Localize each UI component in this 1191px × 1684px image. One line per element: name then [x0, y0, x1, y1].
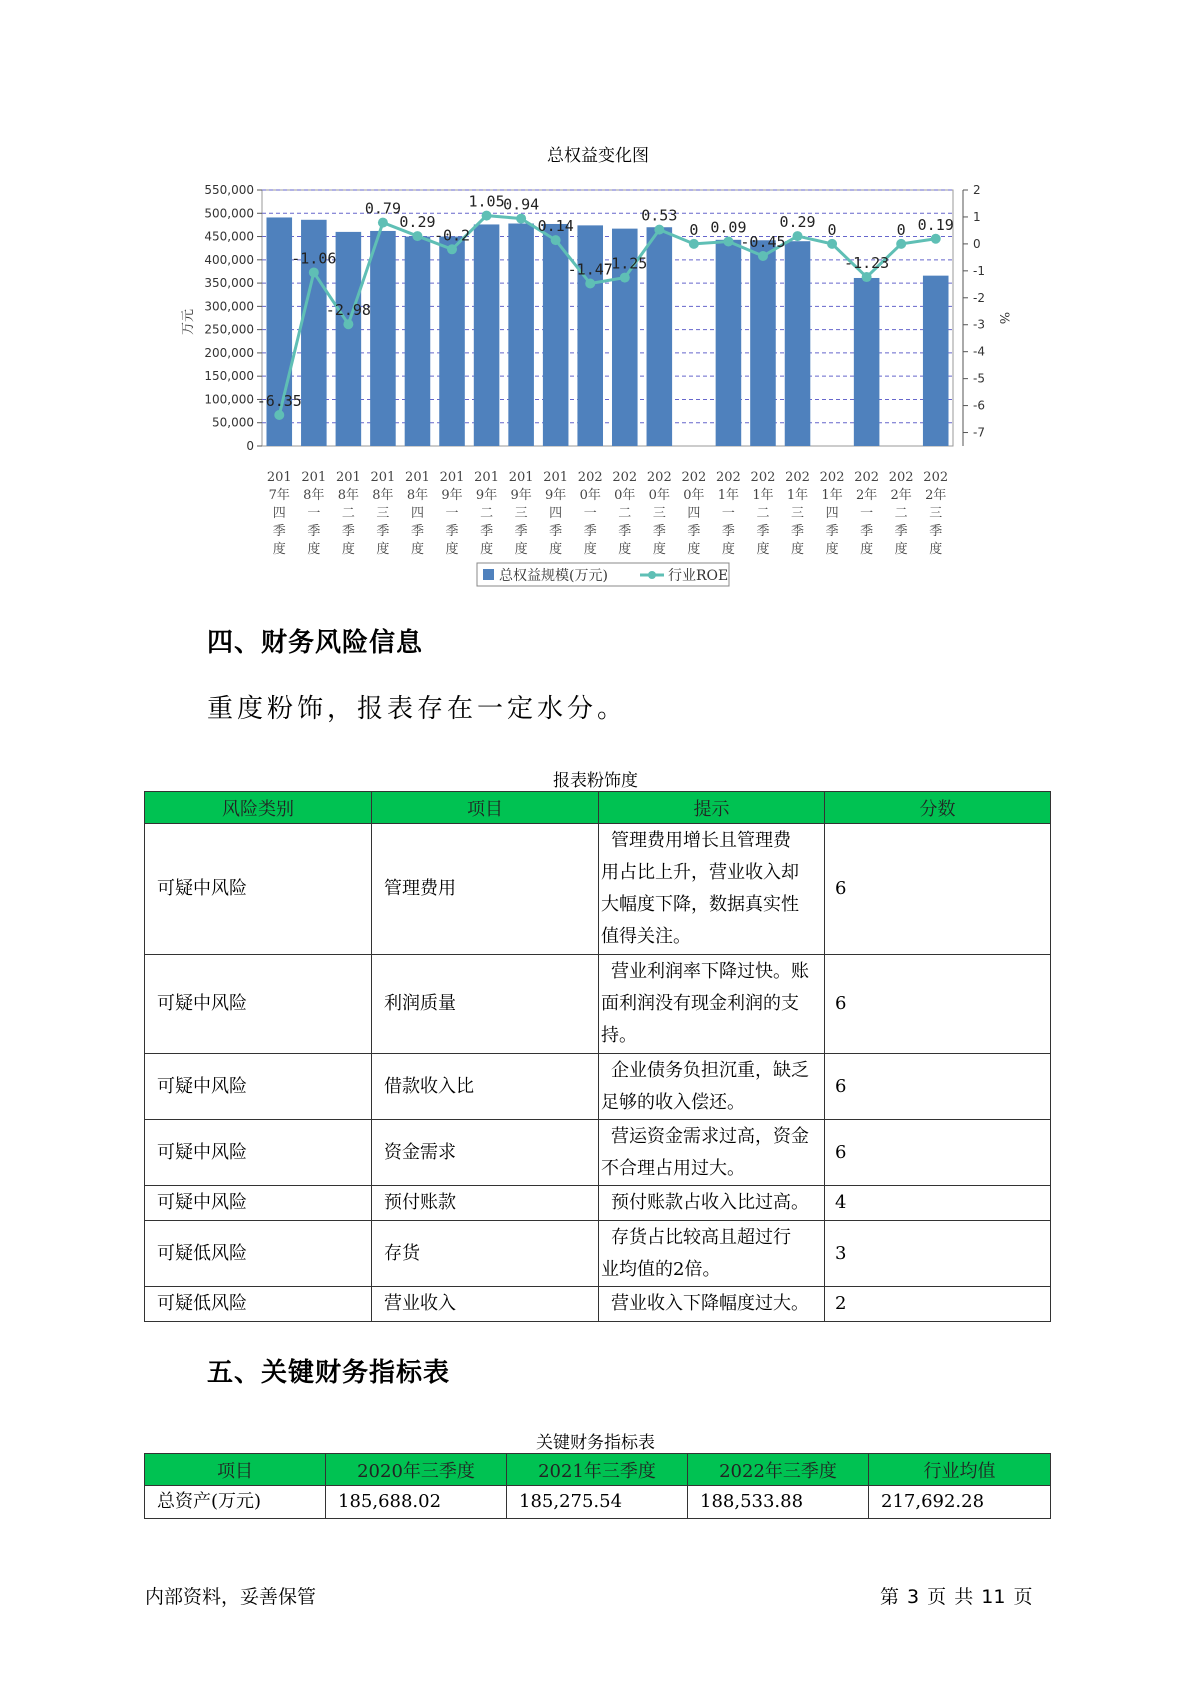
x-tick-label: 三 — [652, 506, 666, 521]
y-tick-label: 200,000 — [204, 345, 254, 360]
roe-point — [654, 225, 664, 235]
x-tick-label: 季 — [894, 524, 908, 539]
x-tick-label: 度 — [480, 542, 494, 557]
header-2020q3: 2020年三季度 — [326, 1454, 507, 1486]
x-tick-label: 201 — [439, 470, 465, 485]
bar — [716, 240, 742, 446]
x-tick-label: 季 — [307, 524, 321, 539]
x-tick-label: 201 — [474, 470, 499, 485]
bar — [474, 224, 500, 446]
x-tick-label: 202 — [750, 470, 776, 485]
table-row — [145, 1486, 1051, 1519]
x-tick-label: 季 — [652, 524, 666, 539]
x-tick-label: 度 — [860, 542, 874, 557]
cell-risk-category: 可疑中风险 — [145, 824, 372, 955]
roe-data-label: -0.2 — [433, 226, 471, 245]
cell-tip — [599, 1186, 825, 1221]
cell-industry-avg: 217,692.28 — [869, 1486, 1051, 1519]
x-tick-label: 度 — [549, 542, 563, 557]
roe-data-label: 1.05 — [468, 192, 505, 211]
y-tick-label: 50,000 — [212, 415, 254, 430]
table-row — [145, 1186, 1051, 1221]
footer-page-number: 第 3 页 共 11 页 — [880, 1586, 1033, 1608]
header-risk-category: 风险类别 — [145, 792, 372, 824]
risk-table-caption: 报表粉饰度 — [553, 771, 638, 791]
cell-tip — [599, 1054, 825, 1120]
x-tick-label: 三 — [514, 506, 528, 521]
roe-data-label: 0.29 — [399, 213, 436, 232]
y2-tick-label: 0 — [973, 236, 981, 251]
roe-data-label: -0.45 — [740, 233, 786, 252]
bar — [577, 225, 603, 446]
tip-line: 管理费用增长且管理费 — [611, 830, 791, 851]
cell-item: 管理费用 — [372, 824, 599, 955]
y2-tick-label: 2 — [973, 183, 981, 197]
y-tick-label: 100,000 — [204, 392, 254, 407]
header-industry-avg: 行业均值 — [869, 1454, 1051, 1486]
x-tick-label: 202 — [577, 470, 603, 485]
cell-risk-category: 可疑低风险 — [145, 1221, 372, 1287]
x-tick-label: 度 — [894, 542, 908, 557]
bar — [370, 231, 396, 446]
roe-data-label: 0.79 — [364, 199, 401, 218]
roe-point — [343, 319, 353, 329]
x-tick-label: 1年 — [786, 488, 809, 503]
cell-tip — [599, 1287, 825, 1322]
header-2022q3: 2022年三季度 — [688, 1454, 869, 1486]
roe-point — [447, 244, 457, 254]
x-tick-label: 四 — [410, 506, 424, 521]
table-row — [145, 955, 1051, 1054]
chart-title: 总权益变化图 — [547, 146, 649, 166]
x-tick-label: 202 — [785, 470, 810, 485]
header-item: 项目 — [372, 792, 599, 824]
y-tick-label: 450,000 — [204, 229, 254, 244]
roe-point — [723, 236, 733, 246]
header-tip: 提示 — [599, 792, 825, 824]
roe-data-label: -1.06 — [291, 249, 337, 268]
bar — [854, 278, 880, 446]
x-tick-label: 度 — [791, 542, 805, 557]
x-tick-label: 度 — [756, 542, 770, 557]
risk-table-header — [145, 792, 1051, 824]
y2-axis-label: % — [996, 311, 1011, 325]
y2-tick-label: -2 — [973, 290, 985, 305]
indicator-table-caption: 关键财务指标表 — [536, 1433, 655, 1453]
x-tick-label: 度 — [445, 542, 459, 557]
x-tick-label: 一 — [307, 506, 321, 521]
cell-item: 存货 — [372, 1221, 599, 1287]
x-tick-label: 季 — [929, 524, 943, 539]
x-tick-label: 1年 — [821, 488, 843, 503]
x-tick-label: 8年 — [406, 488, 429, 503]
x-tick-label: 季 — [618, 524, 632, 539]
x-tick-label: 9年 — [475, 488, 498, 503]
x-tick-label: 度 — [514, 542, 528, 557]
tip-line: 营业收入下降幅度过大。 — [611, 1293, 809, 1314]
x-tick-label: 2年 — [855, 488, 878, 503]
x-tick-label: 202 — [716, 470, 741, 485]
section4-title: 四、财务风险信息 — [207, 628, 424, 658]
roe-data-label: 0.29 — [779, 213, 816, 232]
tip-line: 营业利润率下降过快。账 — [611, 961, 809, 982]
legend-bar-swatch — [483, 569, 494, 580]
x-tick-label: 季 — [480, 524, 494, 539]
bar — [750, 240, 776, 446]
header-score: 分数 — [825, 792, 1051, 824]
cell-score: 6 — [825, 1054, 1051, 1120]
x-tick-label: 7年 — [268, 488, 290, 503]
footer-confidential-note: 内部资料，妥善保管 — [145, 1586, 317, 1608]
cell-item: 营业收入 — [372, 1287, 599, 1322]
x-tick-label: 201 — [266, 470, 292, 485]
x-tick-label: 一 — [445, 506, 459, 521]
y-tick-label: 500,000 — [204, 206, 254, 221]
roe-data-label: 0 — [689, 220, 699, 239]
cell-score: 6 — [825, 824, 1051, 955]
roe-point — [931, 234, 941, 244]
x-tick-label: 一 — [860, 506, 874, 521]
table-row — [145, 1054, 1051, 1120]
x-tick-label: 201 — [335, 470, 361, 485]
roe-point — [758, 251, 768, 261]
x-tick-label: 季 — [341, 524, 355, 539]
x-tick-label: 度 — [721, 542, 735, 557]
roe-point — [482, 211, 492, 221]
header-2021q3: 2021年三季度 — [507, 1454, 688, 1486]
x-tick-label: 季 — [687, 524, 701, 539]
x-tick-label: 度 — [929, 542, 943, 557]
y-tick-label: 300,000 — [204, 299, 254, 314]
roe-point — [896, 239, 906, 249]
x-tick-label: 度 — [307, 542, 321, 557]
roe-data-label: 0.53 — [641, 206, 678, 225]
x-tick-label: 度 — [410, 542, 424, 557]
bar — [336, 232, 362, 446]
tip-line: 企业债务负担沉重，缺乏 — [611, 1059, 809, 1081]
x-tick-label: 四 — [272, 506, 286, 521]
y2-tick-label: -7 — [973, 425, 985, 440]
x-tick-label: 202 — [888, 470, 914, 485]
roe-point — [412, 231, 422, 241]
cell-risk-category: 可疑中风险 — [145, 1186, 372, 1221]
x-tick-label: 度 — [652, 542, 666, 557]
tip-line: 预付账款占收入比过高。 — [611, 1192, 809, 1213]
x-tick-label: 度 — [341, 542, 355, 557]
roe-data-label: 0 — [896, 220, 906, 239]
x-tick-label: 季 — [549, 524, 563, 539]
y2-tick-label: -4 — [973, 344, 985, 359]
x-tick-label: 201 — [301, 470, 327, 485]
cell-item: 利润质量 — [372, 955, 599, 1054]
roe-data-label: -1.25 — [602, 254, 648, 273]
x-tick-label: 四 — [687, 506, 701, 521]
y2-tick-label: -1 — [973, 263, 985, 278]
x-tick-label: 201 — [543, 470, 569, 485]
x-tick-label: 8年 — [372, 488, 394, 503]
x-tick-label: 2年 — [890, 488, 912, 503]
tip-line: 业均值的2倍。 — [601, 1258, 721, 1280]
x-tick-label: 8年 — [337, 488, 360, 503]
bar — [439, 237, 465, 446]
x-tick-label: 0年 — [614, 488, 636, 503]
x-tick-label: 9年 — [545, 488, 567, 503]
section4-text: 重度粉饰，报表存在一定水分。 — [207, 694, 628, 724]
x-tick-label: 二 — [894, 506, 908, 521]
roe-point — [516, 214, 526, 224]
x-tick-label: 9年 — [510, 488, 532, 503]
y-tick-label: 400,000 — [204, 252, 254, 267]
x-tick-label: 度 — [825, 542, 839, 557]
cell-score: 4 — [825, 1186, 1051, 1221]
roe-point — [620, 273, 630, 283]
x-tick-label: 季 — [756, 524, 770, 539]
cell-tip — [599, 1120, 825, 1186]
x-tick-label: 一 — [721, 506, 735, 521]
roe-point — [793, 231, 803, 241]
x-tick-label: 三 — [791, 506, 805, 521]
x-tick-label: 季 — [721, 524, 735, 539]
x-tick-label: 0年 — [683, 488, 705, 503]
x-tick-label: 201 — [370, 470, 396, 485]
roe-point — [309, 267, 319, 277]
x-tick-label: 季 — [825, 524, 839, 539]
x-tick-label: 202 — [646, 470, 672, 485]
risk-table — [144, 791, 1051, 1322]
roe-data-label: 0.94 — [503, 195, 540, 214]
tip-line: 不合理占用过大。 — [601, 1157, 745, 1179]
roe-point — [378, 218, 388, 228]
x-tick-label: 四 — [549, 506, 563, 521]
x-tick-label: 四 — [825, 506, 839, 521]
roe-data-label: -1.47 — [567, 260, 613, 279]
tip-line: 持。 — [601, 1025, 637, 1046]
cell-item: 资金需求 — [372, 1120, 599, 1186]
roe-data-label: 0.19 — [917, 215, 954, 234]
x-tick-label: 202 — [612, 470, 638, 485]
x-tick-label: 季 — [860, 524, 874, 539]
legend-line-label: 行业ROE — [668, 568, 729, 584]
cell-score: 6 — [825, 955, 1051, 1054]
y2-tick-label: -3 — [973, 317, 985, 332]
cell-risk-category: 可疑低风险 — [145, 1287, 372, 1322]
table-row — [145, 1221, 1051, 1287]
y-tick-label: 550,000 — [204, 183, 254, 197]
x-tick-label: 8年 — [303, 488, 325, 503]
legend-bar-label: 总权益规模(万元) — [499, 568, 608, 584]
x-tick-label: 202 — [854, 470, 880, 485]
table-row — [145, 1287, 1051, 1322]
roe-data-label: 0.09 — [710, 218, 747, 237]
indicator-table — [144, 1453, 1051, 1519]
x-tick-label: 三 — [376, 506, 390, 521]
y-tick-label: 150,000 — [204, 369, 254, 384]
x-tick-label: 季 — [410, 524, 424, 539]
x-tick-label: 201 — [405, 470, 430, 485]
cell-item: 预付账款 — [372, 1186, 599, 1221]
x-tick-label: 季 — [791, 524, 805, 539]
x-tick-label: 9年 — [441, 488, 463, 503]
cell-score: 3 — [825, 1221, 1051, 1287]
x-tick-label: 度 — [618, 542, 632, 557]
x-tick-label: 季 — [514, 524, 528, 539]
tip-line: 大幅度下降，数据真实性 — [601, 894, 799, 915]
y-tick-label: 250,000 — [204, 322, 254, 337]
cell-item: 总资产(万元) — [145, 1486, 326, 1519]
x-tick-label: 0年 — [648, 488, 670, 503]
x-tick-label: 三 — [929, 506, 943, 521]
roe-data-label: 0 — [827, 220, 837, 239]
tip-line: 营运资金需求过高，资金 — [611, 1125, 809, 1147]
x-tick-label: 度 — [687, 542, 701, 557]
x-tick-label: 季 — [583, 524, 597, 539]
x-tick-label: 202 — [681, 470, 707, 485]
roe-data-label: 0.14 — [537, 217, 574, 236]
roe-point — [585, 279, 595, 289]
tip-line: 值得关注。 — [601, 926, 691, 947]
x-tick-label: 202 — [923, 470, 949, 485]
bar — [543, 224, 569, 446]
table-row — [145, 824, 1051, 955]
cell-item: 借款收入比 — [372, 1054, 599, 1120]
x-tick-label: 1年 — [717, 488, 740, 503]
bar — [923, 276, 949, 446]
roe-point — [551, 235, 561, 245]
x-tick-label: 度 — [583, 542, 597, 557]
header-item: 项目 — [145, 1454, 326, 1486]
x-tick-label: 二 — [341, 506, 355, 521]
x-tick-label: 季 — [272, 524, 286, 539]
roe-data-label: -6.35 — [256, 392, 302, 411]
x-tick-label: 二 — [480, 506, 494, 521]
roe-point — [274, 410, 284, 420]
y2-tick-label: -6 — [973, 398, 985, 413]
x-tick-label: 季 — [376, 524, 390, 539]
x-tick-label: 1年 — [752, 488, 774, 503]
x-tick-label: 0年 — [579, 488, 601, 503]
cell-score: 2 — [825, 1287, 1051, 1322]
bar — [647, 227, 673, 446]
cell-2020q3: 185,688.02 — [326, 1486, 507, 1519]
x-tick-label: 一 — [583, 506, 597, 521]
cell-risk-category: 可疑中风险 — [145, 955, 372, 1054]
equity-chart — [0, 0, 1191, 600]
y-tick-label: 0 — [246, 439, 254, 453]
x-tick-label: 度 — [272, 542, 286, 557]
bar — [508, 224, 534, 446]
x-tick-label: 二 — [756, 506, 770, 521]
x-tick-label: 2年 — [925, 488, 947, 503]
cell-risk-category: 可疑中风险 — [145, 1054, 372, 1120]
x-tick-label: 季 — [445, 524, 459, 539]
legend-line-marker — [648, 571, 656, 579]
y-tick-label: 350,000 — [204, 276, 254, 291]
roe-data-label: -2.98 — [325, 301, 371, 320]
section5-title: 五、关键财务指标表 — [207, 1358, 451, 1388]
table-row — [145, 1120, 1051, 1186]
cell-tip — [599, 824, 825, 955]
roe-point — [862, 272, 872, 282]
roe-point — [827, 239, 837, 249]
tip-line: 存货占比较高且超过行 — [611, 1226, 791, 1248]
y2-tick-label: 1 — [973, 209, 981, 224]
cell-tip — [599, 1221, 825, 1287]
roe-point — [689, 239, 699, 249]
x-tick-label: 201 — [508, 470, 534, 485]
equity-chart-svg — [0, 0, 1191, 600]
y2-tick-label: -5 — [973, 371, 985, 386]
x-tick-label: 202 — [819, 470, 845, 485]
cell-2021q3: 185,275.54 — [507, 1486, 688, 1519]
roe-data-label: -1.23 — [844, 254, 890, 273]
x-tick-label: 二 — [618, 506, 632, 521]
cell-2022q3: 188,533.88 — [688, 1486, 869, 1519]
cell-tip — [599, 955, 825, 1054]
tip-line: 面利润没有现金利润的支 — [601, 993, 799, 1014]
y-axis-label: 万元 — [181, 308, 196, 336]
indicator-table-header — [145, 1454, 1051, 1486]
cell-risk-category: 可疑中风险 — [145, 1120, 372, 1186]
tip-line: 足够的收入偿还。 — [601, 1091, 745, 1113]
x-tick-label: 度 — [376, 542, 390, 557]
bar — [405, 237, 431, 446]
tip-line: 用占比上升，营业收入却 — [601, 862, 799, 883]
bar — [785, 241, 811, 446]
cell-score: 6 — [825, 1120, 1051, 1186]
